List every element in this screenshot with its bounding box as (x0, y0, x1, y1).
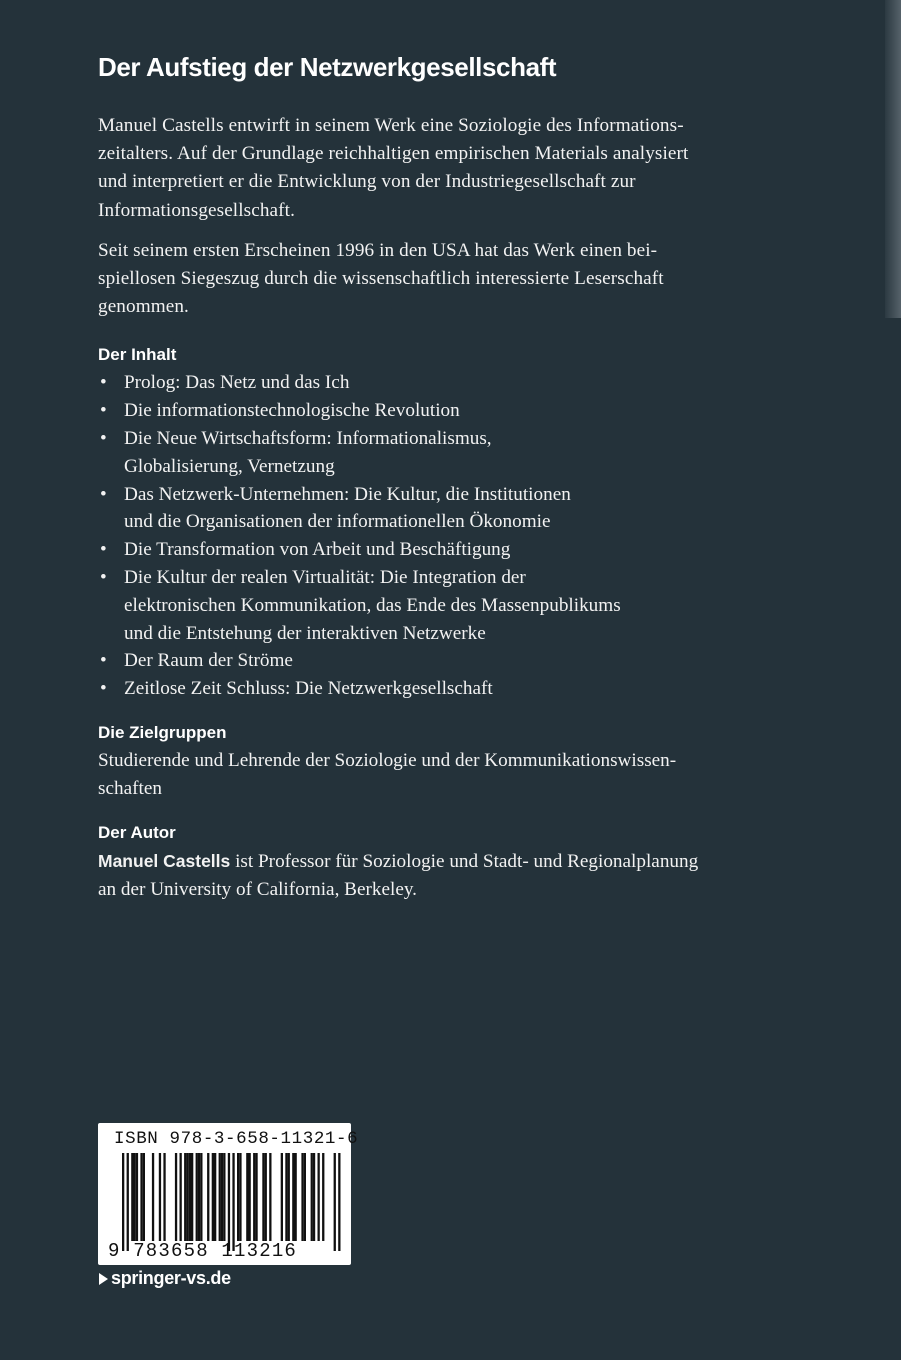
barcode-bar (221, 1153, 223, 1241)
contents-item (98, 369, 790, 397)
barcode-bar (219, 1153, 221, 1241)
contents-item-line: Der Raum der Ströme (124, 650, 293, 672)
contents-item (98, 647, 790, 675)
barcode-bar (152, 1153, 154, 1241)
contents-item (98, 675, 790, 703)
barcode-bar (292, 1153, 294, 1241)
barcode-bar (127, 1153, 129, 1251)
audience-text (98, 747, 790, 803)
contents-heading: Der Inhalt (98, 345, 177, 365)
barcode-bar (237, 1153, 239, 1241)
publisher-link (99, 1268, 231, 1289)
barcode-bar (191, 1153, 193, 1241)
barcode-bar (232, 1153, 234, 1251)
barcode-bar (281, 1153, 283, 1241)
author-heading: Der Autor (98, 822, 176, 842)
barcode-bar (322, 1153, 324, 1241)
barcode-bar (318, 1153, 320, 1241)
barcode-bar (200, 1153, 202, 1241)
intro-paragraph-1 (98, 112, 790, 225)
barcode-bar (253, 1153, 255, 1241)
barcode-bar (163, 1153, 165, 1241)
barcode-bar (255, 1153, 257, 1241)
barcode-bar (175, 1153, 177, 1241)
bullet-icon: • (100, 428, 107, 450)
barcode-bar (223, 1153, 225, 1241)
spine-edge (885, 0, 901, 318)
text-line: Seit seinem ersten Erscheinen 1996 in den USA hat das Werk einen bei- (98, 239, 658, 261)
barcode-bar (186, 1153, 188, 1241)
barcode-bar (301, 1153, 303, 1241)
bullet-icon: • (100, 678, 107, 700)
barcode-bar (131, 1153, 133, 1241)
barcode-bar (180, 1153, 182, 1241)
contents-item-line: Die Neue Wirtschaftsform: Informationalismus, (124, 428, 492, 450)
bullet-icon: • (100, 372, 107, 394)
contents-item-line: und die Organisationen der informationellen Ökonomie (124, 511, 551, 533)
author-description: ist Professor für Soziologie und Stadt- und Regionalplanung (230, 850, 699, 872)
text-line: genommen. (98, 296, 189, 318)
contents-item-line: Prolog: Das Netz und das Ich (124, 372, 350, 394)
isbn-label: ISBN 978-3-658-11321-6 (114, 1129, 359, 1149)
author-affiliation: an der University of California, Berkeley. (98, 878, 417, 900)
barcode-bar (311, 1153, 313, 1241)
text-line: Informationsgesellschaft. (98, 199, 295, 221)
barcode-bar (246, 1153, 248, 1241)
barcode-bar (239, 1153, 241, 1241)
contents-item-line: elektronischen Kommunikation, das Ende des Massenpublikums (124, 594, 621, 616)
barcode-bar (249, 1153, 251, 1241)
text-line: spiellosen Siegeszug durch die wissenschaftlich interessierte Leserschaft (98, 268, 664, 290)
bullet-icon: • (100, 400, 107, 422)
text-line: zeitalters. Auf der Grundlage reichhaltigen empirischen Materials analysiert (98, 143, 689, 165)
barcode-bar (134, 1153, 136, 1241)
book-title: Der Aufstieg der Netzwerkgesellschaft (98, 52, 557, 82)
barcode-bar (295, 1153, 297, 1241)
bullet-icon: • (100, 567, 107, 588)
intro-paragraph-2 (98, 237, 790, 322)
bullet-icon: • (100, 539, 107, 561)
back-cover-content (98, 50, 790, 904)
contents-item-line: Die Transformation von Arbeit und Beschäftigung (124, 539, 511, 561)
barcode-bar (334, 1153, 336, 1251)
contents-item-line: und die Entstehung der interaktiven Netzwerke (124, 622, 486, 644)
barcode-bar (159, 1153, 161, 1241)
contents-item-line: Die Kultur der realen Virtualität: Die Integration der (124, 567, 526, 588)
barcode-bar (269, 1153, 271, 1241)
contents-item-line: Zeitlose Zeit Schluss: Die Netzwerkgesellschaft (124, 678, 493, 700)
audience-heading: Die Zielgruppen (98, 722, 227, 742)
barcode-bar (265, 1153, 267, 1241)
barcode-bar (338, 1153, 340, 1251)
text-line: und interpretiert er die Entwicklung von der Industriegesellschaft zur (98, 171, 636, 193)
barcode-bar (262, 1153, 264, 1241)
contents-item-line: Die informationstechnologische Revolution (124, 400, 460, 422)
barcode-bar (140, 1153, 142, 1241)
contents-item (98, 481, 790, 537)
contents-item (98, 425, 790, 481)
contents-item-line: Das Netzwerk-Unternehmen: Die Kultur, die Institutionen (124, 483, 571, 505)
barcode-bar (207, 1153, 209, 1241)
barcode-bar (122, 1153, 124, 1251)
publisher-url: springer-vs.de (111, 1268, 231, 1288)
bullet-icon: • (100, 650, 107, 672)
author-name: Manuel Castells (98, 850, 231, 871)
bullet-icon: • (100, 483, 107, 505)
barcode-bar (212, 1153, 214, 1241)
author-text (98, 847, 790, 904)
text-line: Manuel Castells entwirft in seinem Werk eine Soziologie des Informations- (98, 115, 684, 136)
barcode-bar (184, 1153, 186, 1241)
barcode-bar (196, 1153, 198, 1241)
barcode-bar (143, 1153, 145, 1241)
barcode-bar (228, 1153, 230, 1251)
barcode-bar (198, 1153, 200, 1241)
barcode-bar (288, 1153, 290, 1241)
contents-list (98, 369, 790, 703)
contents-item (98, 397, 790, 425)
play-arrow-icon (99, 1273, 108, 1285)
isbn-barcode (98, 1123, 359, 1265)
barcode-bar (214, 1153, 216, 1241)
barcode-bar (189, 1153, 191, 1241)
barcode-bar (285, 1153, 287, 1241)
contents-item (98, 536, 790, 564)
contents-item-line: Globalisierung, Vernetzung (124, 455, 335, 477)
text-line: schaften (98, 777, 162, 799)
text-line: Studierende und Lehrende der Soziologie und der Kommunikationswissen- (98, 749, 677, 771)
barcode-digits: 9 783658 113216 (108, 1240, 298, 1262)
barcode-bar (136, 1153, 138, 1241)
barcode-bar (304, 1153, 306, 1241)
barcode-bar (313, 1153, 315, 1241)
contents-item (98, 564, 790, 647)
